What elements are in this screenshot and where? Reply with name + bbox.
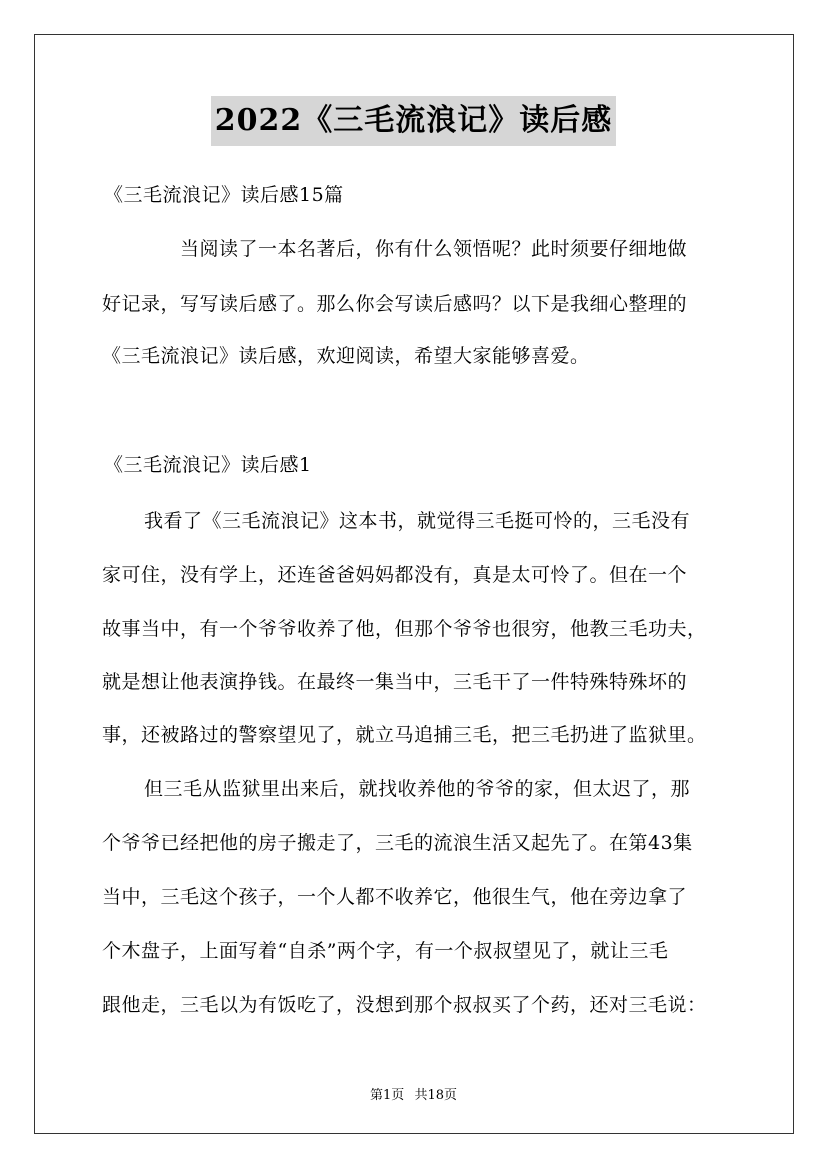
paragraph-line: 事，还被路过的警察望见了，就立马追捕三毛，把三毛扔进了监狱里。 xyxy=(102,724,707,746)
intro-line: 好记录，写写读后感了。那么你会写读后感吗？以下是我细心整理的 xyxy=(102,293,688,315)
page-total: 共18页 xyxy=(414,1088,457,1103)
paragraph-line: 但三毛从监狱里出来后，就找收养他的爷爷的家，但太迟了，那 xyxy=(144,778,691,800)
page-number: 第1页 xyxy=(370,1088,405,1103)
intro-line: 当阅读了一本名著后，你有什么领悟呢？此时须要仔细地做 xyxy=(180,238,688,260)
page-footer xyxy=(0,1084,827,1103)
document-title: 2022《三毛流浪记》读后感 xyxy=(211,96,617,146)
paragraph-line: 故事当中，有一个爷爷收养了他，但那个爷爷也很穷，他教三毛功夫， xyxy=(102,618,707,640)
paragraph-line: 个爷爷已经把他的房子搬走了，三毛的流浪生活又起先了。在第43集 xyxy=(102,832,693,854)
section-heading: 《三毛流浪记》读后感1 xyxy=(104,454,312,476)
paragraph-line: 个木盘子，上面写着“自杀”两个字，有一个叔叔望见了，就让三毛 xyxy=(102,940,669,962)
intro-line: 《三毛流浪记》读后感，欢迎阅读，希望大家能够喜爱。 xyxy=(102,345,590,367)
paragraph-line: 家可住，没有学上，还连爸爸妈妈都没有，真是太可怜了。但在一个 xyxy=(102,564,688,586)
paragraph-line: 就是想让他表演挣钱。在最终一集当中，三毛干了一件特殊特殊坏的 xyxy=(102,671,688,693)
paragraph-line: 我看了《三毛流浪记》这本书，就觉得三毛挺可怜的，三毛没有 xyxy=(144,510,691,532)
title-container xyxy=(0,96,827,146)
paragraph-line: 当中，三毛这个孩子，一个人都不收养它，他很生气，他在旁边拿了 xyxy=(102,886,688,908)
subtitle: 《三毛流浪记》读后感15篇 xyxy=(104,184,344,206)
paragraph-line: 跟他走，三毛以为有饭吃了，没想到那个叔叔买了个药，还对三毛说： xyxy=(102,994,707,1016)
